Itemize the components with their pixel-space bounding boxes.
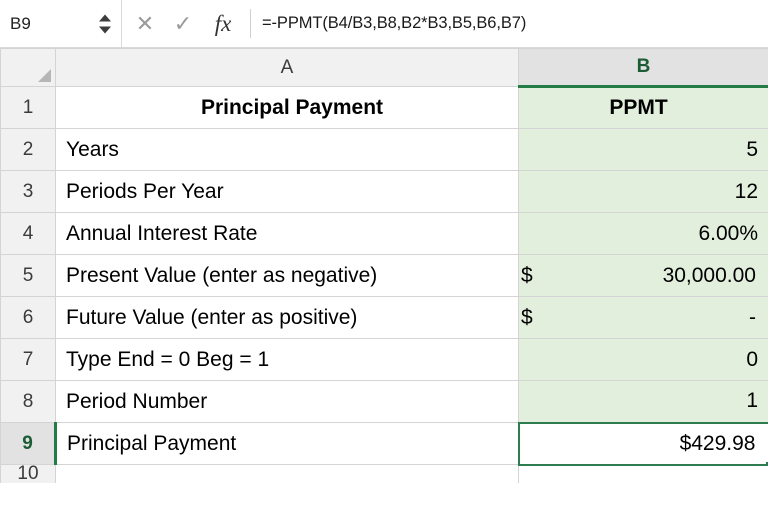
cell-a2[interactable]: Years [56,129,519,171]
row-header-3[interactable]: 3 [1,171,56,213]
row-header-9[interactable]: 9 [1,423,56,465]
cell-a9[interactable]: Principal Payment [56,423,519,465]
table-row [1,423,768,465]
column-header-b[interactable]: B [519,49,768,87]
row-header-5[interactable]: 5 [1,255,56,297]
column-header-row [1,49,768,87]
table-row [1,171,768,213]
cell-b3[interactable]: 12 [519,171,768,213]
cell-a7[interactable]: Type End = 0 Beg = 1 [56,339,519,381]
formula-input[interactable]: =-PPMT(B4/B3,B8,B2*B3,B5,B6,B7) [262,14,527,32]
cell-a3[interactable]: Periods Per Year [56,171,519,213]
cell-b5[interactable] [519,255,768,297]
fill-handle[interactable] [765,461,768,465]
table-row [1,129,768,171]
cell-a10[interactable] [56,465,519,484]
currency-amount: 30,000.00 [662,263,756,287]
table-row [1,87,768,129]
fx-icon[interactable]: fx [214,11,232,36]
cell-b8[interactable]: 1 [519,381,768,423]
check-icon[interactable]: ✓ [173,10,193,36]
cell-a1[interactable]: Principal Payment [56,87,519,129]
cell-b10[interactable] [519,465,768,484]
cell-b9[interactable]: $429.98 [519,423,768,465]
cell-b7[interactable]: 0 [519,339,768,381]
cell-a6[interactable]: Future Value (enter as positive) [56,297,519,339]
row-header-8[interactable]: 8 [1,381,56,423]
table-row [1,297,768,339]
column-header-a[interactable]: A [56,49,519,87]
currency-symbol: $ [521,305,533,329]
spinner-up-icon[interactable] [99,14,111,21]
table-row [1,213,768,255]
formula-bar-buttons [122,0,248,47]
currency-symbol: $ [521,263,533,287]
row-header-10[interactable]: 10 [1,465,56,484]
cell-b1[interactable]: PPMT [519,87,768,129]
table-row [1,339,768,381]
select-all-corner[interactable] [1,49,56,87]
cell-b2[interactable]: 5 [519,129,768,171]
formula-bar [0,0,768,48]
name-box-spinner[interactable] [99,14,111,33]
table-row [1,465,768,484]
sheet-grid [0,48,768,483]
name-box[interactable] [0,0,122,47]
cell-a5[interactable]: Present Value (enter as negative) [56,255,519,297]
cell-b6[interactable] [519,297,768,339]
cell-a4[interactable]: Annual Interest Rate [56,213,519,255]
row-header-6[interactable]: 6 [1,297,56,339]
corner-triangle-icon [38,69,51,82]
row-header-4[interactable]: 4 [1,213,56,255]
accounting-value [519,264,758,288]
cell-a8[interactable]: Period Number [56,381,519,423]
row-header-1[interactable]: 1 [1,87,56,129]
table-row [1,255,768,297]
name-box-value: B9 [10,14,31,33]
currency-amount: - [749,305,756,329]
cell-b4[interactable]: 6.00% [519,213,768,255]
formula-bar-divider [250,9,251,38]
table-row [1,381,768,423]
close-icon[interactable]: ✕ [135,10,155,36]
spinner-down-icon[interactable] [99,26,111,33]
row-header-7[interactable]: 7 [1,339,56,381]
row-header-2[interactable]: 2 [1,129,56,171]
accounting-value [519,306,758,330]
